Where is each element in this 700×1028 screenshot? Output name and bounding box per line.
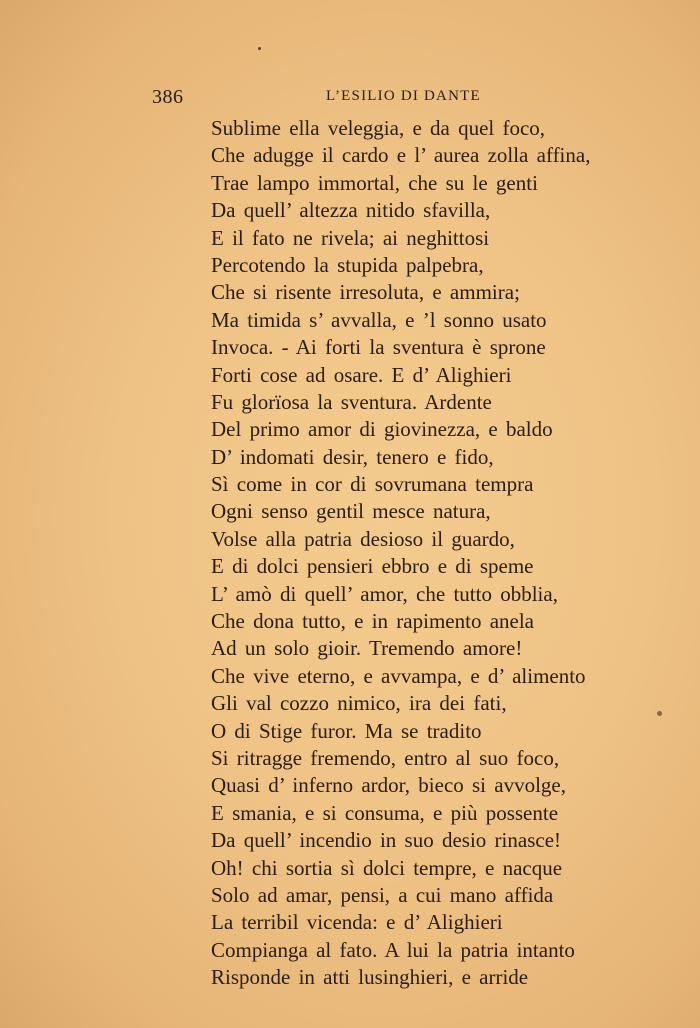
verse-line: Da quell’ incendio in suo desio rinasce! (211, 828, 562, 853)
poem-text (211, 115, 671, 992)
verse-line: Del primo amor di giovinezza, e baldo (211, 417, 553, 442)
verse-line: Ma timida s’ avvalla, e ’l sonno usato (211, 307, 547, 332)
verse-line: Invoca. - Ai forti la sventura è sprone (211, 335, 546, 360)
verse-line: Ad un solo gioir. Tremendo amore! (211, 636, 523, 661)
verse-line: Percotendo la stupida palpebra, (211, 252, 484, 277)
verse-line: O di Stige furor. Ma se tradito (211, 718, 482, 743)
verse-line: Che si risente irresoluta, e ammira; (211, 280, 520, 305)
verse-line: Che adugge il cardo e l’ aurea zolla affina, (211, 143, 591, 168)
verse-line: Compianga al fato. A lui la patria intanto (211, 937, 575, 962)
verse-line: E di dolci pensieri ebbro e di speme (211, 554, 534, 579)
verse-line: Risponde in atti lusinghieri, e arride (211, 965, 529, 990)
page-number: 386 (152, 86, 184, 108)
verse-line: Volse alla patria desioso il guardo, (211, 526, 515, 551)
verse-line: Quasi d’ inferno ardor, bieco si avvolge, (211, 773, 566, 798)
verse-line: Che vive eterno, e avvampa, e d’ alimento (211, 663, 586, 688)
running-title: L’ESILIO DI DANTE (326, 88, 481, 104)
verse-line: Sublime ella veleggia, e da quel foco, (211, 116, 546, 140)
ink-speck (258, 47, 261, 50)
verse-line: Da quell’ altezza nitido sfavilla, (211, 198, 491, 223)
verse-line: Forti cose ad osare. E d’ Alighieri (211, 362, 512, 387)
verse-line: E smania, e si consuma, e più possente (211, 800, 559, 825)
verse-line: Gli val cozzo nimico, ira dei fati, (211, 691, 507, 716)
verse-line: Si ritragge fremendo, entro al suo foco, (211, 745, 560, 770)
verse-line: Trae lampo immortal, che su le genti (211, 170, 538, 195)
verse-line: D’ indomati desir, tenero e fido, (211, 444, 494, 469)
page-header (0, 86, 700, 110)
verse-line: Sì come in cor di sovrumana tempra (211, 472, 534, 497)
verse-line: La terribil vicenda: e d’ Alighieri (211, 910, 503, 935)
verse-line: Che dona tutto, e in rapimento anela (211, 609, 534, 634)
verse-line: L’ amò di quell’ amor, che tutto obblia, (211, 581, 558, 606)
verse-line: Oh! chi sortia sì dolci tempre, e nacque (211, 855, 563, 880)
verse-line: Ogni senso gentil mesce natura, (211, 499, 491, 524)
verse-line: Solo ad amar, pensi, a cui mano affida (211, 882, 554, 907)
verse-line: Fu glorïosa la sventura. Ardente (211, 389, 492, 414)
verse-line: E il fato ne rivela; ai neghittosi (211, 225, 490, 250)
